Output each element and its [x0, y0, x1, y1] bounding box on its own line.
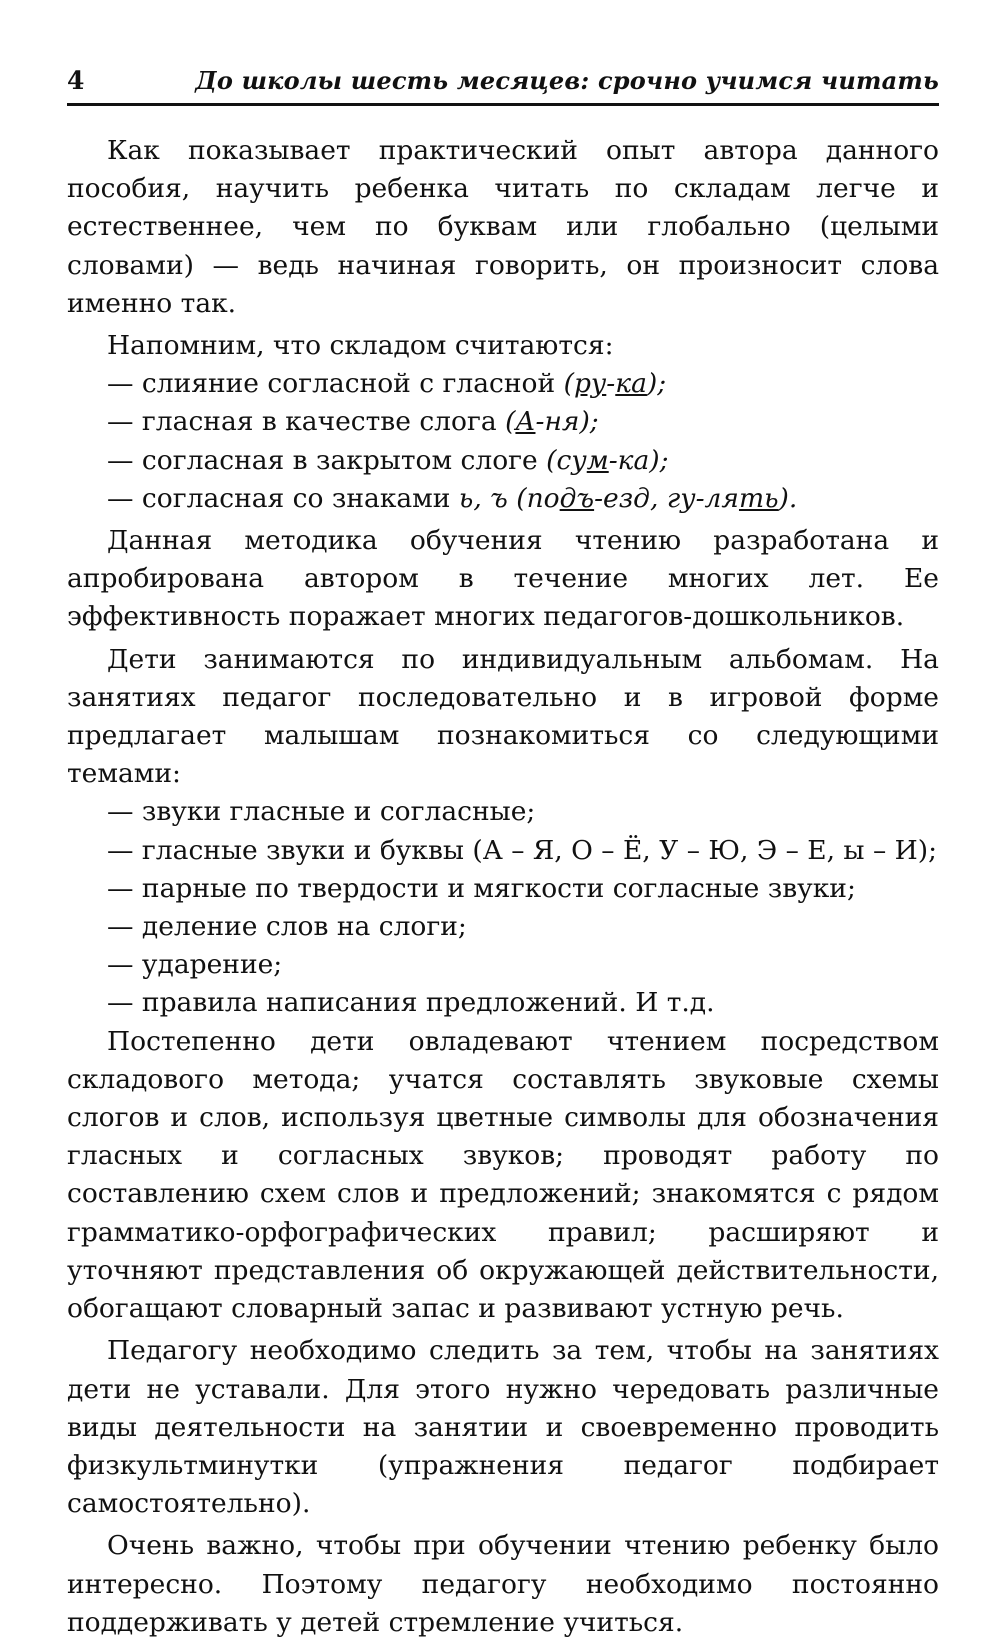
paragraph-7: Очень важно, чтобы при обучении чтению ребенку было интересно. Поэтому педагогу необходимо постоянно поддерживать у детей стремление учиться. [67, 1530, 939, 1638]
paragraph-4: Дети занимаются по индивидуальным альбомам. На занятиях педагог последовательно и в игровой форме предлагает малышам познакомиться со следующими темами: [67, 643, 939, 790]
list-item-text: — слияние согласной с гласной [107, 368, 564, 400]
paragraph-6: Педагогу необходимо следить за тем, чтобы на занятиях дети не уставали. Для этого нужно чередовать различные виды деятельности на занятии и своевременно проводить физкультминутки (упражнения педагог подбирает самостоятельно). [67, 1335, 939, 1520]
example-open: ( [505, 406, 516, 438]
page-number: 4 [67, 66, 85, 95]
example-underlined: А [515, 406, 536, 438]
paragraph-1: Как показывает практический опыт автора данного пособия, научить ребенка читать по складам легче и естественнее, чем по буквам или глобально (целыми словами) — ведь начиная говорить, он произносит слова именно так. [67, 135, 939, 319]
topic-list-item: — звуки гласные и согласные; [107, 796, 536, 828]
paragraph-2: Напомним, что складом считаются: [107, 330, 614, 362]
example-underlined: ка [615, 368, 647, 400]
example-close: ); [646, 368, 667, 400]
syllable-list-item-1 [67, 365, 939, 403]
syllable-list-item-3 [67, 442, 939, 480]
example-mid: -езд, гу-ля [594, 482, 739, 514]
book-page [67, 0, 939, 1642]
example-open: (су [546, 444, 587, 476]
example-close: ). [778, 482, 798, 514]
example-underlined: м [586, 444, 609, 476]
syllable-list-item-4 [67, 480, 939, 518]
example-open: (по [507, 482, 560, 514]
sign-letters: ь, ъ [458, 482, 508, 514]
example-rest: -ня); [535, 406, 599, 438]
paragraph-3: Данная методика обучения чтению разработана и апробирована автором в течение многих лет. Ее эффективность поражает многих педагогов-дошкольников. [67, 525, 939, 633]
example-underlined: дъ [559, 482, 595, 514]
running-title: До школы шесть месяцев: срочно учимся читать [195, 66, 939, 95]
topic-list-item: — гласные звуки и буквы (А – Я, О – Ё, У – Ю, Э – Е, ы – И); [107, 834, 938, 866]
paragraph-5: Постепенно дети овладевают чтением посредством складового метода; учатся составлять звуковые схемы слогов и слов, используя цветные символы для обозначения гласных и согласных звуков; проводят работу по составлению схем слов и предложений; знакомятся с рядом грамматико-орфографических правил; расширяют и уточняют представления об окружающей действительности, обогащают словарный запас и развивают устную речь. [67, 1025, 939, 1325]
example-underlined: ру [573, 368, 607, 400]
list-item-text: — гласная в качестве слога [107, 406, 506, 438]
topic-list-item: — парные по твердости и мягкости согласные звуки; [107, 872, 856, 904]
example-dash: - [606, 368, 616, 400]
example-open: ( [563, 368, 574, 400]
topic-list-item: — ударение; [107, 949, 283, 981]
body-text [67, 132, 939, 1642]
topic-list-item: — деление слов на слоги; [107, 911, 467, 943]
list-item-text: — согласная в закрытом слоге [107, 444, 547, 476]
syllable-list-item-2 [67, 403, 939, 441]
running-head [67, 0, 939, 106]
example-rest: -ка); [608, 444, 669, 476]
list-item-text: — согласная со знаками [107, 482, 459, 514]
example-underlined: ть [738, 482, 779, 514]
topic-list-item: — правила написания предложений. И т.д. [107, 987, 715, 1019]
